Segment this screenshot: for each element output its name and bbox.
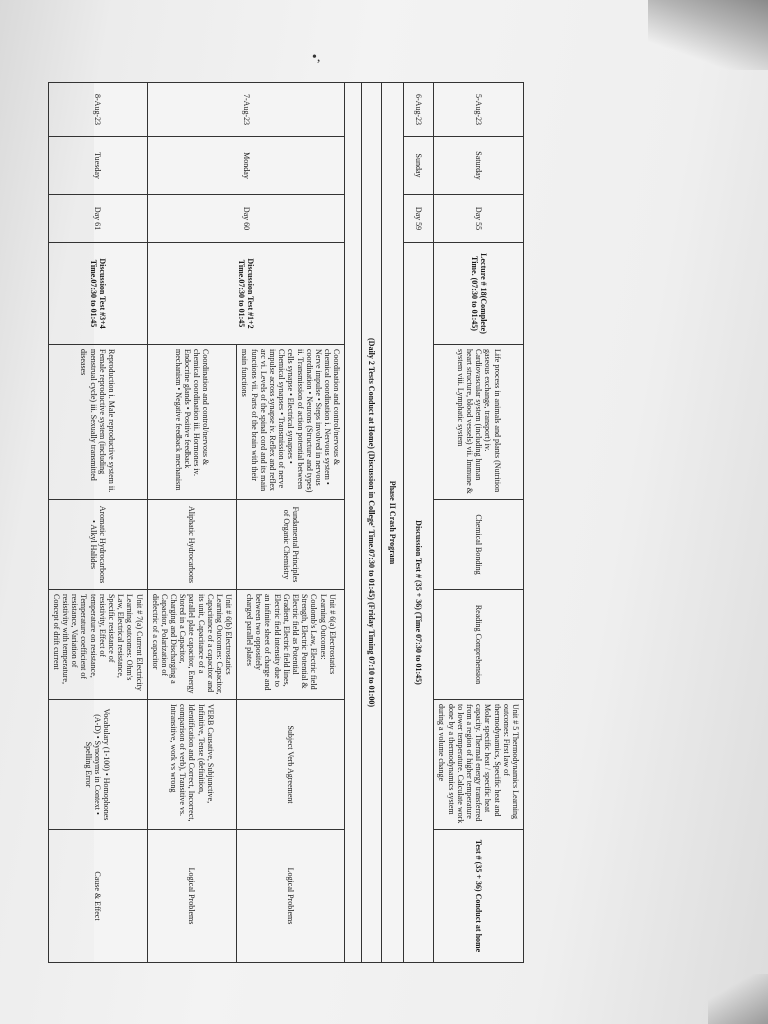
lecture-cell: Discussion Test #3+4 Time.07:30 to 01:45 [48,243,147,345]
chemistry-cell: Chemical Bonding [434,500,524,590]
english-cell: Subject Verb Agreement [237,700,345,830]
table-row [345,83,362,963]
table-row [48,83,147,963]
date-cell: 6-Aug-23 [404,83,434,137]
day-cell: Monday [147,137,345,195]
date-cell: 8-Aug-23 [48,83,147,137]
program-subtitle: (Daily 2 Tests Conduct at Home) (Discussion in College' Time.07:30 to 01:45) (Friday Timing 07:10 to 01:00) [362,83,382,963]
schedule-document [51,82,524,962]
logic-cell: Cause & Effect [48,830,147,963]
day-cell: Sunday [404,137,434,195]
date-cell: 5-Aug-23 [434,83,524,137]
day-number-cell: Day 60 [147,195,345,243]
lecture-cell: Discussion Test #1+2 Time.07:30 to 01:45 [147,243,345,345]
english-cell: Unit # 5 Thermodynamics Learning outcomes: First law of thermodynamics, Specific heat and Molar specific heat / specific heat capacity. Thermal energy transferred from a region of higher temperature to lower temperature. Calculate work done by a thermodynamics system during a volume change [434,700,524,830]
physics-cell: Unit # 6(a) Electrostatics Learning Outcomes: Coulomb's Law, Electric field Strength, Electric Potential & Electric field as Potential Gradient, Electric field lines, Electric field intensity due to an infinite sheet of charge and between two oppositely charged parallel plates [237,590,345,700]
physics-cell: Unit # 6(b) Electrostatics Learning Outcomes: Capacitor, Capacitance of a capacitor and its unit, Capacitance of a parallel plate capacitor, Energy Stored in a Capacitor, Charging and Discharging a Capacitor, Polarization of dielectric of a capacitor [147,590,237,700]
table-row [404,83,434,963]
physics-cell: Unit # 7(a) Current Electricity Learning outcomes: Ohm's Law, Electrical resistance, Specific resistance of resistivity, Effect of temperature on resistance, Temperature coefficient of resistance, Variation of resistivity with temperature, Concept of drift current [48,590,147,700]
english-cell: Vocabulary (1-100) • Homophones (A-D) • Synonyms in Context • Spelling Error [48,700,147,830]
biology-cell: Coordination and control/nervous & chemical coordination i. Nervous system • Nerve impulse • Steps involved in nervous coordination • Neurons (Structure and types) ii. Transmission of action potential between cells synapse • Electrical synapses • Chemical synapses • Transmission of nerve impulse across synapse iv. Reflex and reflex arc vi. Levels of the spinal cord and its main functions vii. Parts of the brain with their main functions [237,345,345,500]
day-number-cell: Day 55 [434,195,524,243]
pen-mark: •, [312,50,321,65]
logic-cell: Logical Problems [237,830,345,963]
lecture-cell: Lecture # 18(Complete) Time. (07:30 to 01:45) [434,243,524,345]
logic-cell: Logical Problems [147,830,237,963]
chemistry-cell: Fundamental Principles of Organic Chemistry [237,500,345,590]
table-row [237,83,345,963]
discussion-test-banner: Discussion Test # (35 + 36) (Time 07:30 to 01:45) [404,243,434,963]
chemistry-cell: Aromatic Hydrocarbons • Alkyl Halides [48,500,147,590]
biology-cell: Coordination and control/nervous & chemical coordination iii. Hormones iv. Endocrine glands • Positive feedback mechanism • Negative feedback mechanism [147,345,237,500]
biology-cell: Reproduction i. Male reproductive system ii. Female reproductive system (including menstrual cycle) iii. Sexually transmitted diseases [48,345,147,500]
test-note-cell: Test # (35 + 36) Conduct at home [434,830,524,963]
day-number-cell: Day 61 [48,195,147,243]
paper-shadow-bottom [708,974,768,1024]
table-row [362,83,382,963]
table-row [382,83,404,963]
chemistry-cell: Aliphatic Hydrocarbons [147,500,237,590]
schedule-table [48,82,524,963]
paper-shadow-top [648,0,768,70]
table-row [434,83,524,963]
english-cell: VERB Causative, Subjunctive, Infinitive, Tense (definition, Identification and Correct, Incorrect, comparison of verb), Transitive vs. Intransitive, work vs wrong [147,700,237,830]
biology-cell: Life process in animals and plants (Nutrition gaseous exchange, transport) iv. Cardiovascular system (including human heart structure, blood vessels) vii. Immune & system viii. Lymphatic system [434,345,524,500]
day-cell: Saturday [434,137,524,195]
date-cell: 7-Aug-23 [147,83,345,137]
day-cell: Tuesday [48,137,147,195]
program-title: Phase II Crash Program [382,83,404,963]
day-number-cell: Day 59 [404,195,434,243]
divider-strip [345,83,362,963]
physics-cell: Reading Comprehension [434,590,524,700]
